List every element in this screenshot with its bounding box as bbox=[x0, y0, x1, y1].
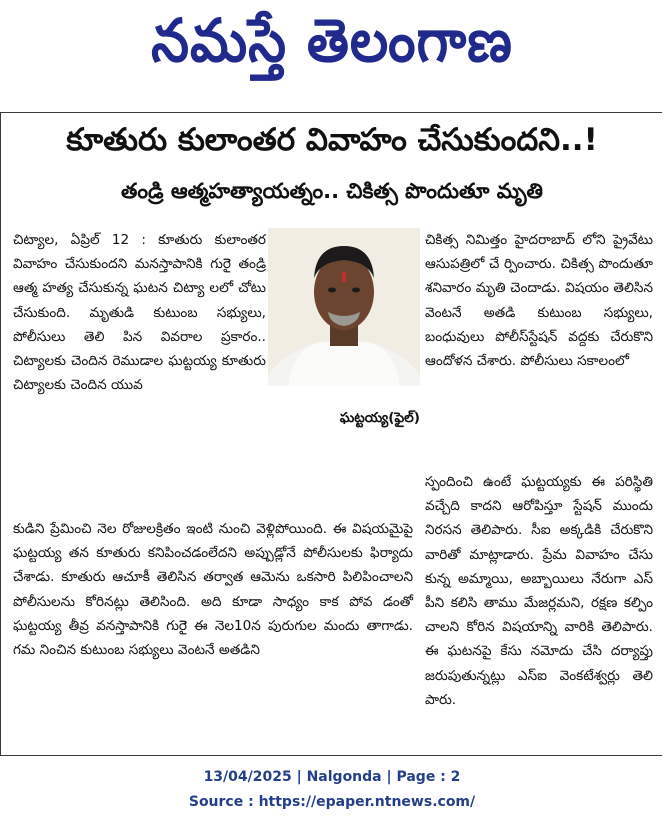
article-column-left bbox=[13, 228, 266, 397]
photo-caption: ఘట్టయ్య(ఫైల్) bbox=[339, 410, 420, 426]
article-text-left-continued: కుడిని ప్రేమించి నెల రోజులక్రితం ఇంటి నుంచి వెళ్లిపోయింది. ఈ విషయమైపై ఘట్టయ్య తన కూతురు కనిపించడంలేదని అప్పుడ్లోనే పోలీసులకు ఫిర్యాదు చేశాడు. కూతురు ఆచూకీ తెలిసిన తర్వాత ఆమెను ఒకసారి పిలిపించాలని పోలీసులను కోరినట్లు తెలిసింది. అది కూడా సాధ్యం కాక పోవ డంతో ఘట్టయ్య తీవ్ర వనస్తాపానికి గురైె ఈ నెల10న పురుగుల మందు తాగాడు. గమ నించిన కుటుంబ సభ్యులు వెంటనే అతడిని bbox=[13, 521, 413, 659]
newspaper-name: నమస్తే తెలంగాణ bbox=[151, 5, 513, 75]
article-text-left: చిట్యాల, ఏప్రిల్ 12 : కూతురు కులాంతర వివాహం చేసుకుందని మనస్తాపానికి గురైె తండ్రి ఆత్మ హత్య చేసుకున్న ఘటన చిట్యా లలో చోటు చేసుకుంది. మృతుడి కుటుంబ సభ్యులు, పోలీసులు తెలి పిన వివరాల ప్రకారం.. చిట్యాలకు చెందిన రెముడాల ఘట్టయ్య కూతురు చిట్యాలకు చెందిన యువ bbox=[13, 232, 266, 394]
portrait-illustration bbox=[268, 228, 420, 386]
article-headline: కూతురు కులాంతర వివాహం చేసుకుందని..! bbox=[66, 122, 598, 158]
article-text-right: చికిత్స నిమిత్తం హైదరాబాద్ లోని ప్రైవేటు ఆసుపత్రిలో చే ర్పించారు. చికిత్స పొందుతూ శనివారం మృతి చెందాడు. విషయం తెలిసిన వెంటనే అతడి కుటుంబ సభ్యులు, బంధువులు పోలీస్‌స్టేషన్ వద్దకు చేరుకొని ఆందోళన చేశారు. పోలీసులు సకాలంలో bbox=[425, 232, 653, 370]
article-column-left-continued bbox=[13, 517, 413, 662]
article-column-right-continued bbox=[425, 470, 653, 712]
footer-source-line: Source : https://epaper.ntnews.com/ bbox=[188, 794, 476, 810]
article-text-right-continued: స్పందించి ఉంటే ఘట్టయ్యకు ఈ పరిస్థితి వచ్చేది కాదని ఆరోపిస్తూ స్టేషన్ ముందు నిరసన తెలిపారు. సీఐ అక్కడికి చేరుకొని వారితో మాట్లాడారు. ప్రేమ వివాహం చేసు కున్న అమ్మాయి, అబ్బాయిలు నేరుగా ఎస్ పీని కలిసి తాము మేజర్లమని, రక్షణ కల్పిం చాలని కోరిన విషయాన్ని వారికి తెలిపారు. ఈ ఘటనపై కేసు నమోదు చేసి దర్యాప్తు జరుపుతున్నట్లు ఎస్ఐ వెంకటేశ్వర్లు తెలి పారు. bbox=[425, 474, 653, 708]
person-photo bbox=[268, 228, 420, 386]
article-subheadline: తండ్రి ఆత్మహత్యాయత్నం.. చికిత్స పొందుతూ మృతి bbox=[121, 179, 543, 203]
article-column-right bbox=[425, 228, 653, 373]
masthead bbox=[0, 0, 664, 96]
footer-date-line: 13/04/2025 | Nalgonda | Page : 2 bbox=[203, 769, 461, 785]
